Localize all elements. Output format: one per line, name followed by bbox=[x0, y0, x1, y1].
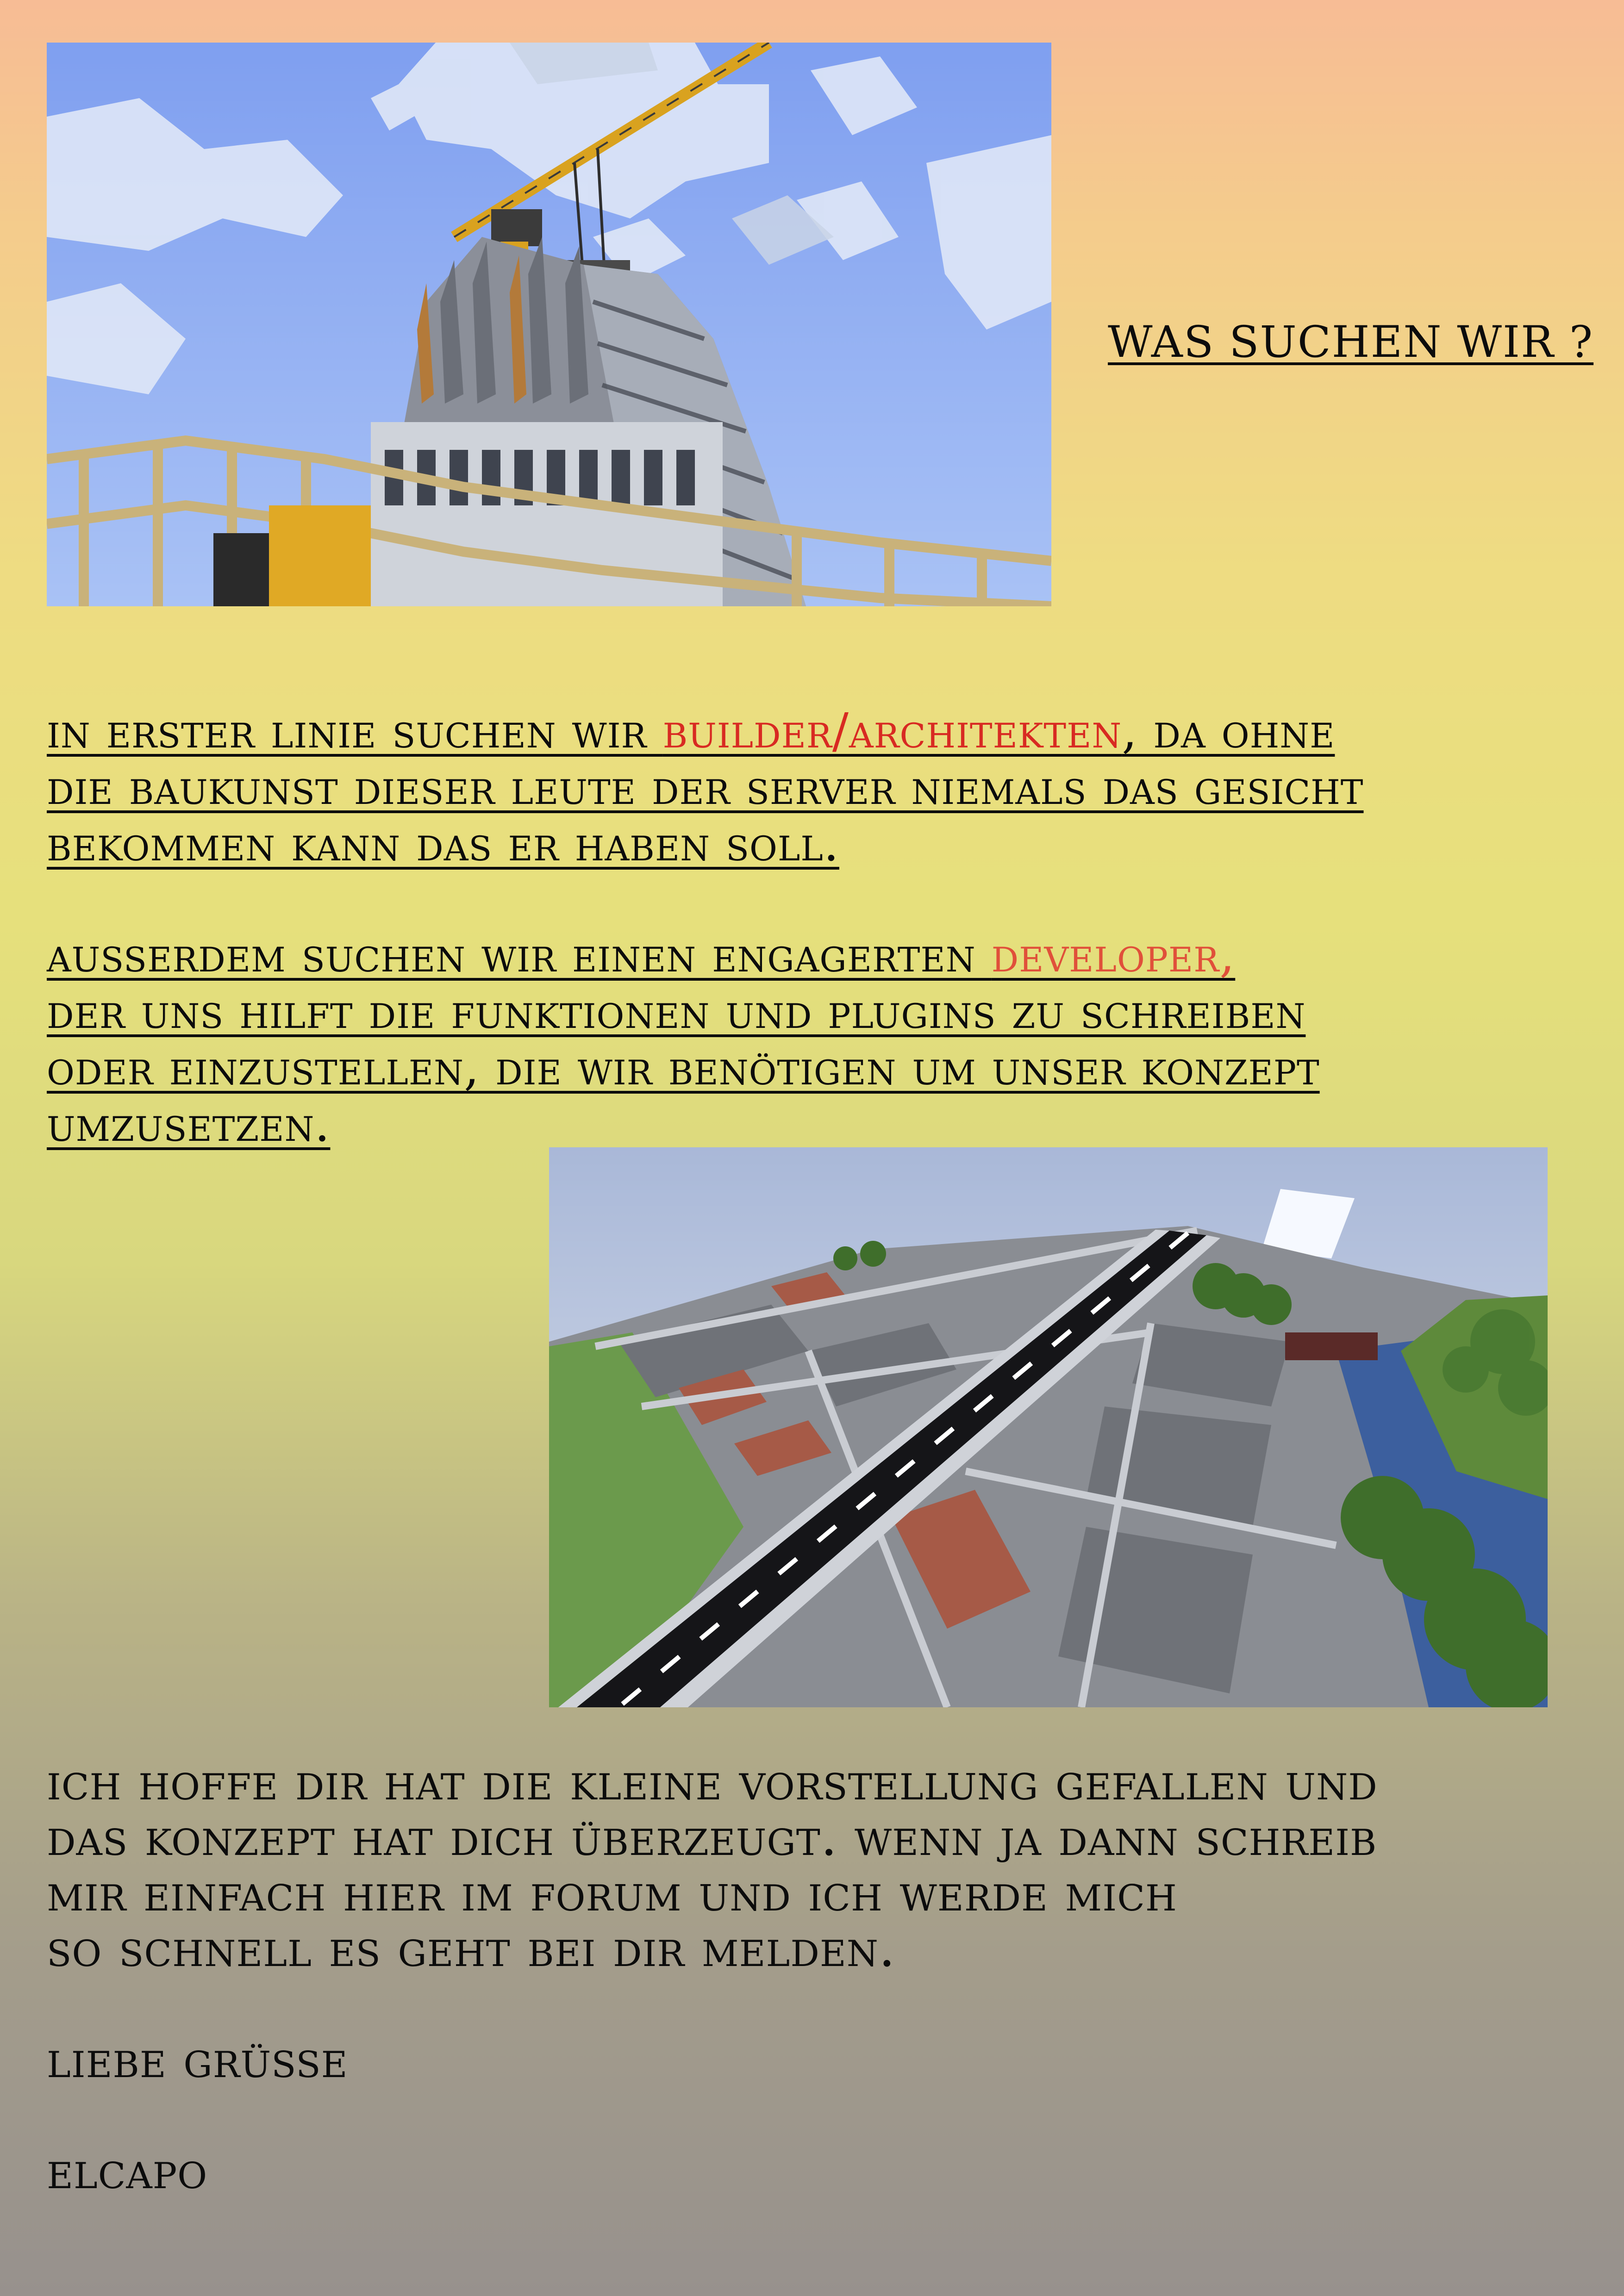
paragraph-line: die baukunst dieser leute der server niemals das gesicht bbox=[47, 759, 1364, 815]
skyscraper-illustration bbox=[47, 43, 1051, 606]
paragraph-line: ausserdem suchen wir einen engagerten developer, bbox=[47, 927, 1236, 983]
page-heading: WAS SUCHEN WIR ? bbox=[1108, 317, 1594, 367]
screenshot-skyscraper-crane bbox=[47, 43, 1051, 606]
city-illustration bbox=[549, 1147, 1548, 1707]
signature-text: elcapo bbox=[47, 2140, 208, 2201]
paragraph-builder bbox=[47, 703, 1584, 872]
paragraph-line: der uns hilft die funktionen und plugins zu schreiben bbox=[47, 983, 1306, 1039]
highlight-developer: developer, bbox=[991, 927, 1236, 983]
screenshot-city-road bbox=[549, 1147, 1548, 1707]
paragraph-line: ich hoffe dir hat die kleine vorstellung gefallen und bbox=[47, 1752, 1378, 1812]
paragraph-line: so schnell es geht bei dir melden. bbox=[47, 1918, 896, 1979]
signature bbox=[47, 2140, 1584, 2201]
highlight-builder: builder/architekten bbox=[662, 703, 1122, 759]
paragraph-line: oder einzustellen, die wir benötigen um unser konzept bbox=[47, 1039, 1320, 1096]
paragraph-line: mir einfach hier im forum und ich werde mich bbox=[47, 1863, 1177, 1923]
paragraph-line: in erster linie suchen wir builder/architekten, da ohne bbox=[47, 703, 1335, 759]
paragraph-line: das konzept hat dich überzeugt. wenn ja dann schreib bbox=[47, 1807, 1377, 1867]
paragraph-line: bekommen kann das er haben soll. bbox=[47, 815, 839, 872]
paragraph-line: umzusetzen. bbox=[47, 1096, 331, 1152]
greeting-text: liebe grüsse bbox=[47, 2029, 348, 2090]
greeting bbox=[47, 2029, 1584, 2090]
paragraph-closing bbox=[47, 1752, 1584, 1979]
paragraph-developer bbox=[47, 927, 1584, 1152]
